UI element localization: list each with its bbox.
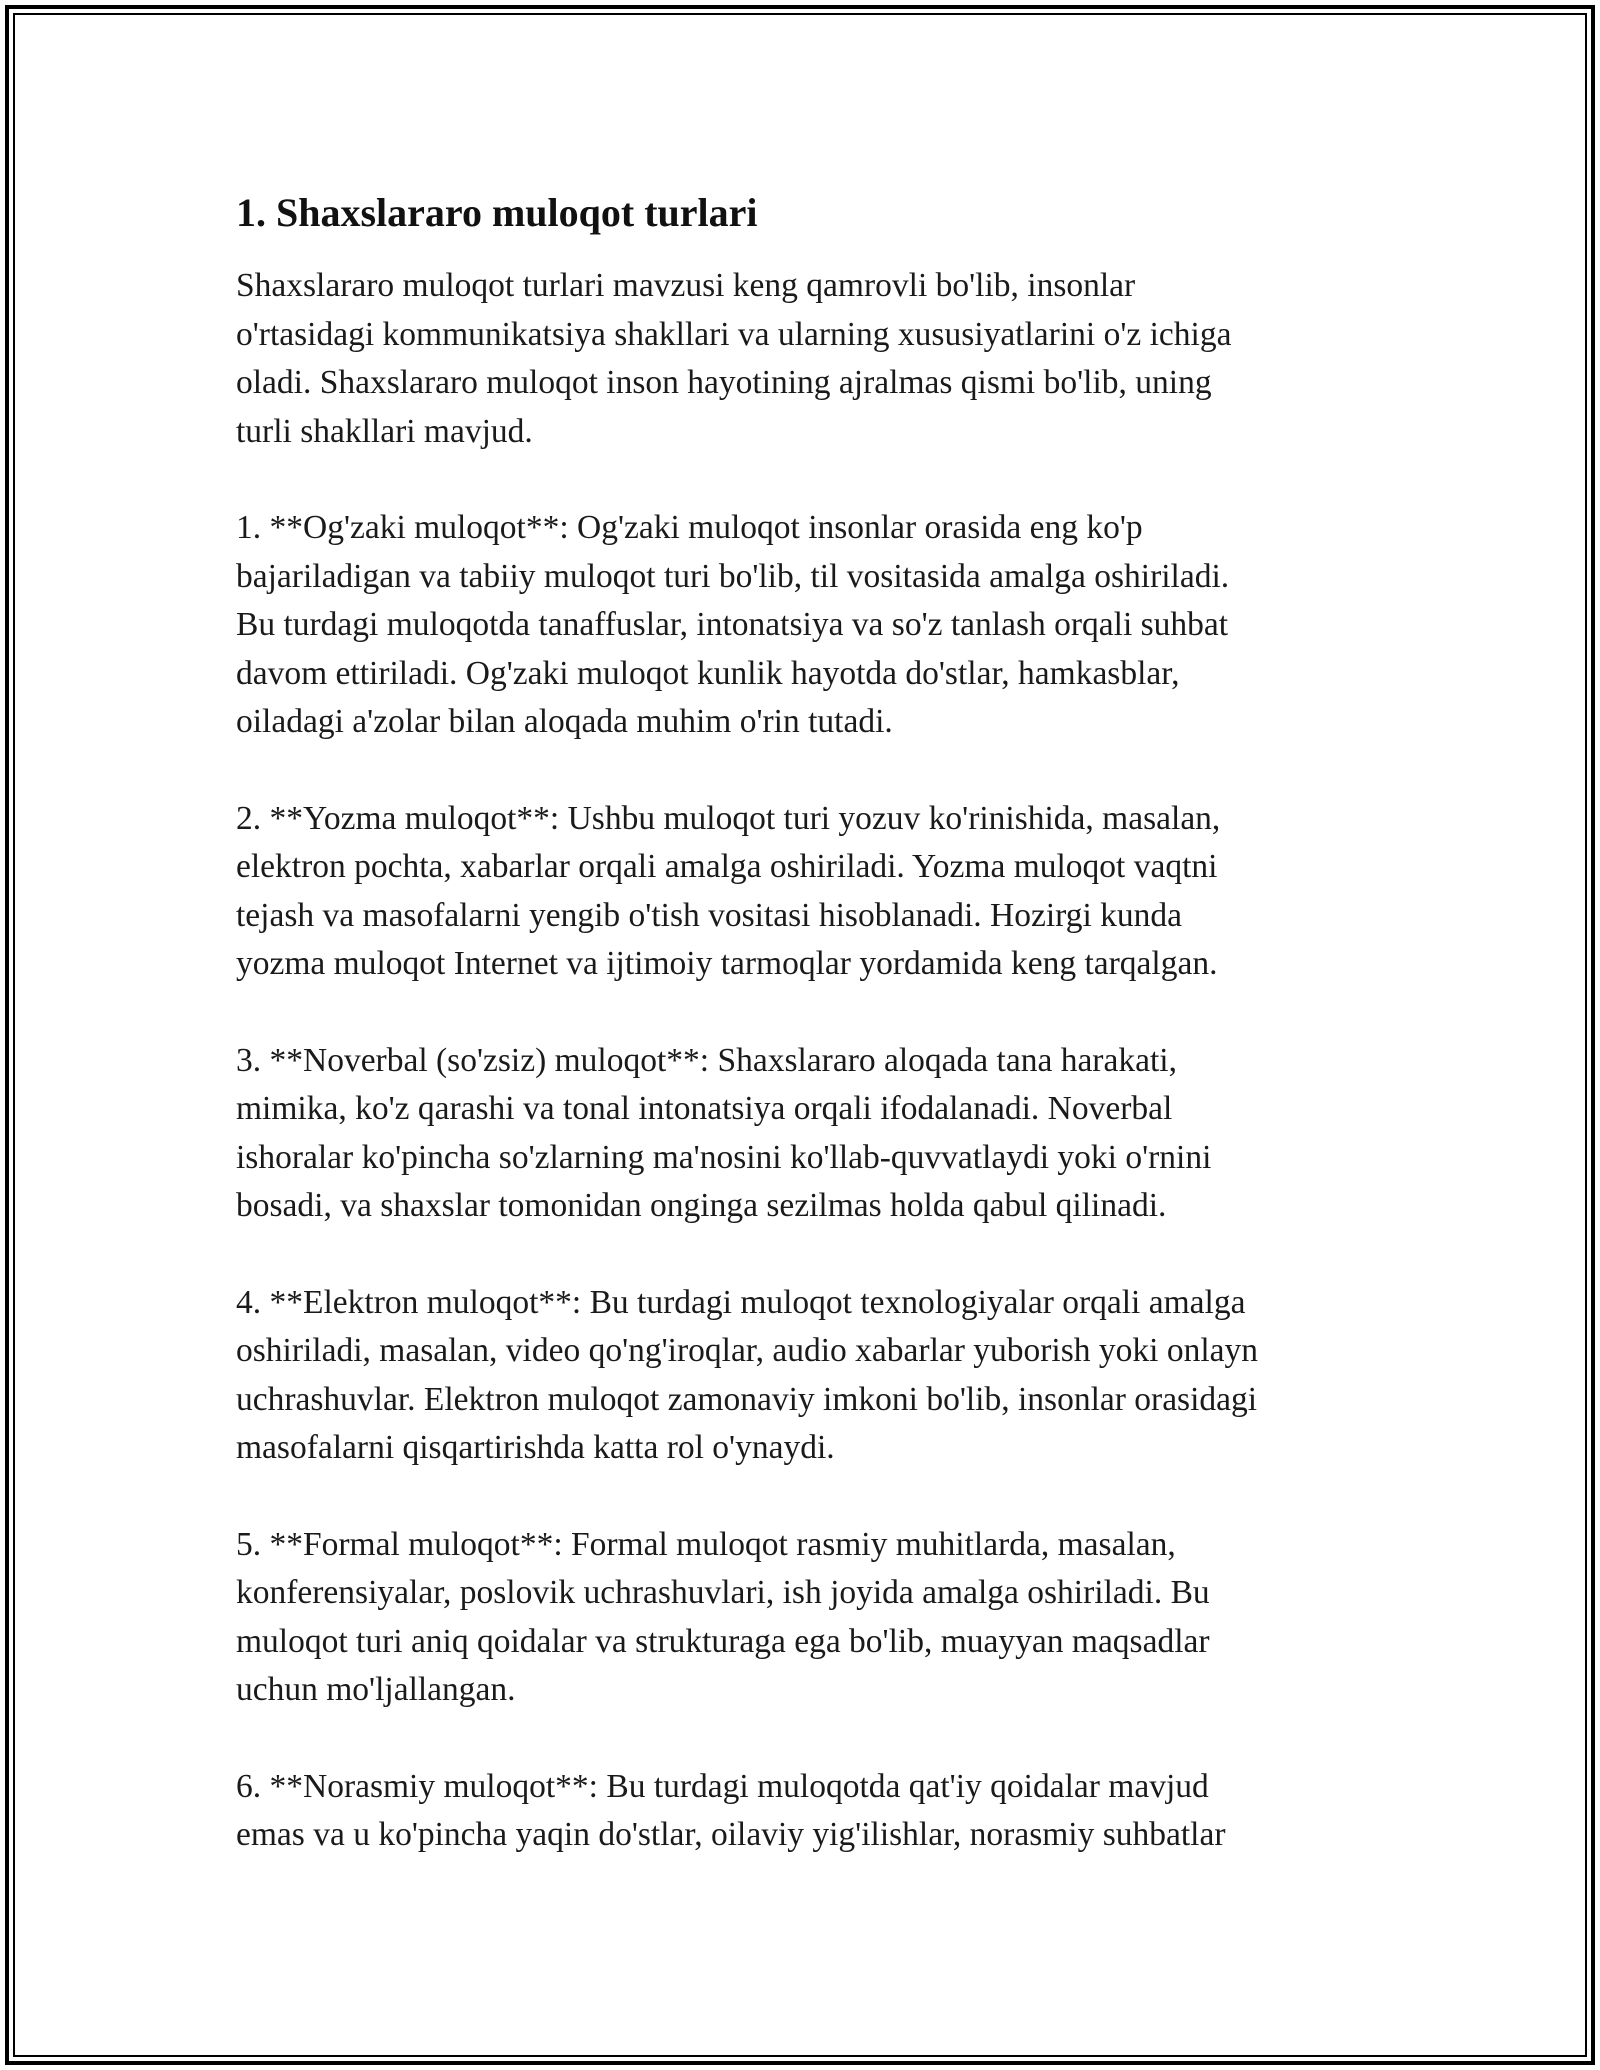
text-line: uchrashuvlar. Elektron muloqot zamonaviy imkoni bo'lib, insonlar orasidagi bbox=[236, 1380, 1258, 1418]
text-line: muloqot turi aniq qoidalar va strukturaga ega bo'lib, muayyan maqsadlar bbox=[236, 1622, 1210, 1660]
text-line: uchun mo'ljallangan. bbox=[236, 1671, 516, 1708]
text-line: Bu turdagi muloqotda tanaffuslar, intonatsiya va so'z tanlash orqali suhbat bbox=[236, 606, 1229, 643]
text-line: davom ettiriladi. Og'zaki muloqot kunlik hayotda do'stlar, hamkasblar, bbox=[236, 654, 1180, 692]
text-line: Shaxslararo muloqot turlari mavzusi keng qamrovli bo'lib, insonlar bbox=[236, 267, 1136, 304]
text-line: oshiriladi, masalan, video qo'ng'iroqlar, audio xabarlar yuborish yoki onlayn bbox=[236, 1332, 1259, 1369]
text-line: o'rtasidagi kommunikatsiya shakllari va ularning xususiyatlarini o'z ichiga bbox=[236, 315, 1232, 353]
text-line: 6. **Norasmiy muloqot**: Bu turdagi muloqotda qat'iy qoidalar mavjud bbox=[236, 1767, 1209, 1805]
text-line: turli shakllari mavjud. bbox=[236, 412, 533, 450]
text-line: ishoralar ko'pincha so'zlarning ma'nosini ko'llab-quvvatlaydi yoki o'rnini bbox=[236, 1138, 1212, 1176]
paragraph-item-1 bbox=[236, 504, 1366, 747]
document-body bbox=[236, 262, 1366, 1860]
text-line: tejash va masofalarni yengib o'tish vositasi hisoblanadi. Hozirgi kunda bbox=[236, 896, 1183, 934]
text-line: masofalarni qisqartirishda katta rol o'ynaydi. bbox=[236, 1429, 835, 1466]
paragraph-item-2 bbox=[236, 795, 1366, 989]
paragraph-item-5 bbox=[236, 1521, 1366, 1715]
text-line: elektron pochta, xabarlar orqali amalga oshiriladi. Yozma muloqot vaqtni bbox=[236, 848, 1218, 885]
text-line: yozma muloqot Internet va ijtimoiy tarmoqlar yordamida keng tarqalgan. bbox=[236, 945, 1218, 982]
text-line: 4. **Elektron muloqot**: Bu turdagi muloqot texnologiyalar orqali amalga bbox=[236, 1283, 1246, 1321]
text-line: emas va u ko'pincha yaqin do'stlar, oilaviy yig'ilishlar, norasmiy suhbatlar bbox=[236, 1816, 1226, 1853]
text-line: 1. **Og'zaki muloqot**: Og'zaki muloqot insonlar orasida eng ko'p bbox=[236, 509, 1143, 546]
text-line: konferensiyalar, poslovik uchrashuvlari, ish joyida amalga oshiriladi. Bu bbox=[236, 1574, 1210, 1611]
paragraph-item-6 bbox=[236, 1763, 1366, 1860]
paragraph-item-3 bbox=[236, 1037, 1366, 1231]
paragraph-intro bbox=[236, 262, 1366, 456]
document-title: 1. Shaxslararo muloqot turlari bbox=[236, 190, 758, 235]
text-line: bosadi, va shaxslar tomonidan onginga sezilmas holda qabul qilinadi. bbox=[236, 1187, 1167, 1224]
paragraph-item-4 bbox=[236, 1279, 1366, 1473]
text-line: 2. **Yozma muloqot**: Ushbu muloqot turi yozuv ko'rinishida, masalan, bbox=[236, 799, 1221, 837]
text-line: 5. **Formal muloqot**: Formal muloqot rasmiy muhitlarda, masalan, bbox=[236, 1525, 1176, 1563]
text-line: bajariladigan va tabiiy muloqot turi bo'lib, til vositasida amalga oshiriladi. bbox=[236, 557, 1230, 595]
text-line: oladi. Shaxslararo muloqot inson hayotining ajralmas qismi bo'lib, uning bbox=[236, 364, 1212, 401]
text-line: oiladagi a'zolar bilan aloqada muhim o'rin tutadi. bbox=[236, 703, 893, 740]
text-line: 3. **Noverbal (so'zsiz) muloqot**: Shaxslararo aloqada tana harakati, bbox=[236, 1041, 1177, 1079]
document-content bbox=[236, 188, 1366, 1908]
text-line: mimika, ko'z qarashi va tonal intonatsiya orqali ifodalanadi. Noverbal bbox=[236, 1090, 1173, 1127]
